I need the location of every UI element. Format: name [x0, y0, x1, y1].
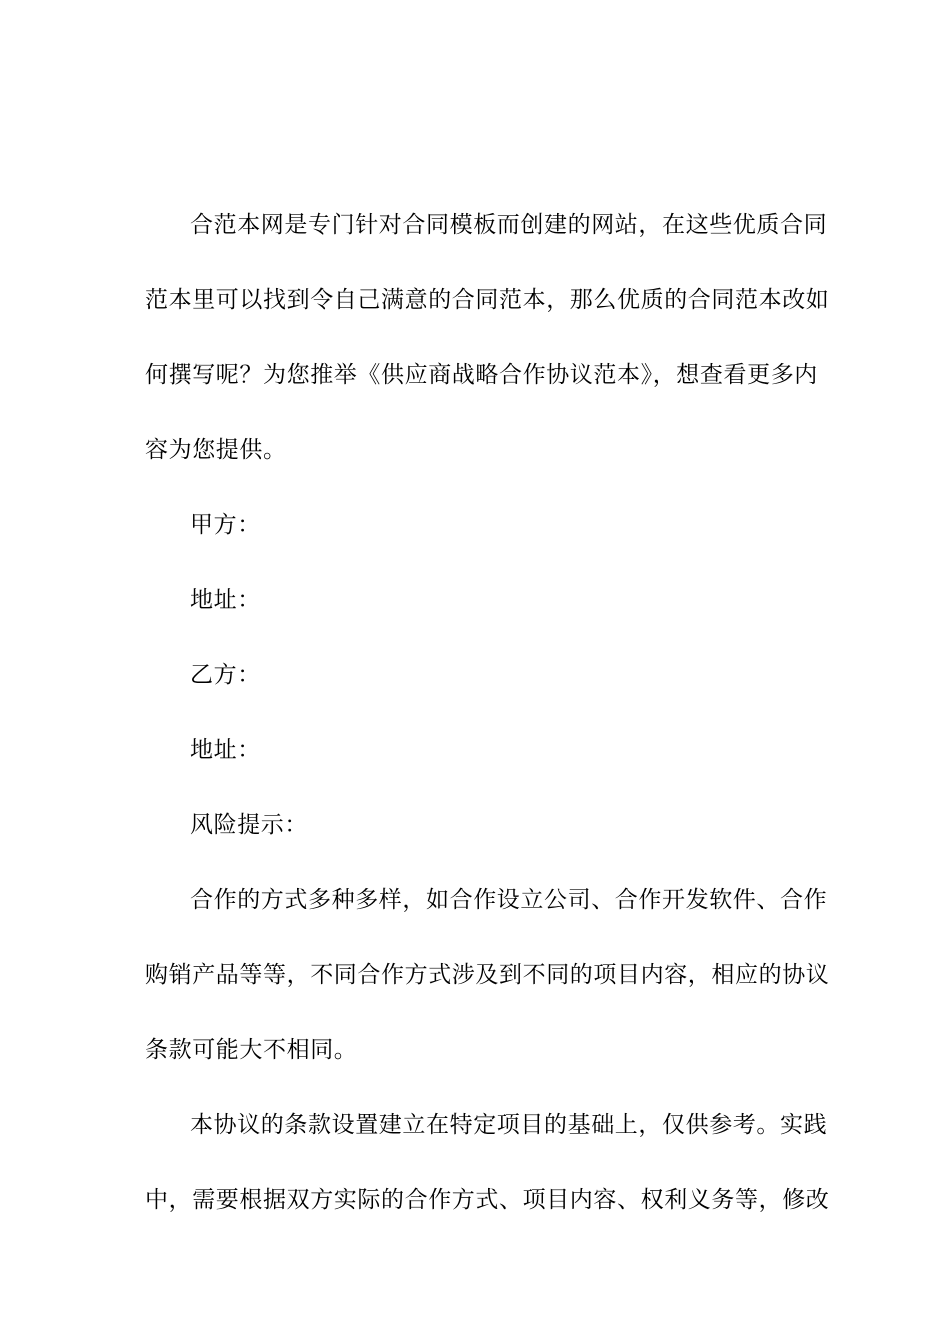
intro-paragraph-line: 范本里可以找到令自己满意的合同范本，那么优质的合同范本改如	[145, 287, 830, 313]
risk-paragraph-line: 购销产品等等，不同合作方式涉及到不同的项目内容，相应的协议	[145, 962, 830, 988]
party-a-address-label: 地址：	[190, 587, 261, 613]
party-a-label: 甲方：	[190, 512, 261, 538]
party-b-label: 乙方：	[190, 662, 261, 688]
intro-paragraph-line: 何撰写呢？为您推举《供应商战略合作协议范本》，想查看更多内	[145, 362, 818, 388]
reference-paragraph-line: 本协议的条款设置建立在特定项目的基础上，仅供参考。实践	[190, 1112, 828, 1138]
risk-paragraph-line: 合作的方式多种多样，如合作设立公司、合作开发软件、合作	[190, 887, 828, 913]
intro-paragraph-line: 合范本网是专门针对合同模板而创建的网站，在这些优质合同	[190, 212, 828, 238]
reference-paragraph-line: 中，需要根据双方实际的合作方式、项目内容、权利义务等，修改	[145, 1187, 830, 1213]
risk-paragraph-line: 条款可能大不相同。	[145, 1037, 358, 1063]
party-b-address-label: 地址：	[190, 737, 261, 763]
intro-paragraph-line: 容为您提供。	[145, 437, 287, 463]
risk-notice-heading: 风险提示：	[190, 812, 308, 838]
